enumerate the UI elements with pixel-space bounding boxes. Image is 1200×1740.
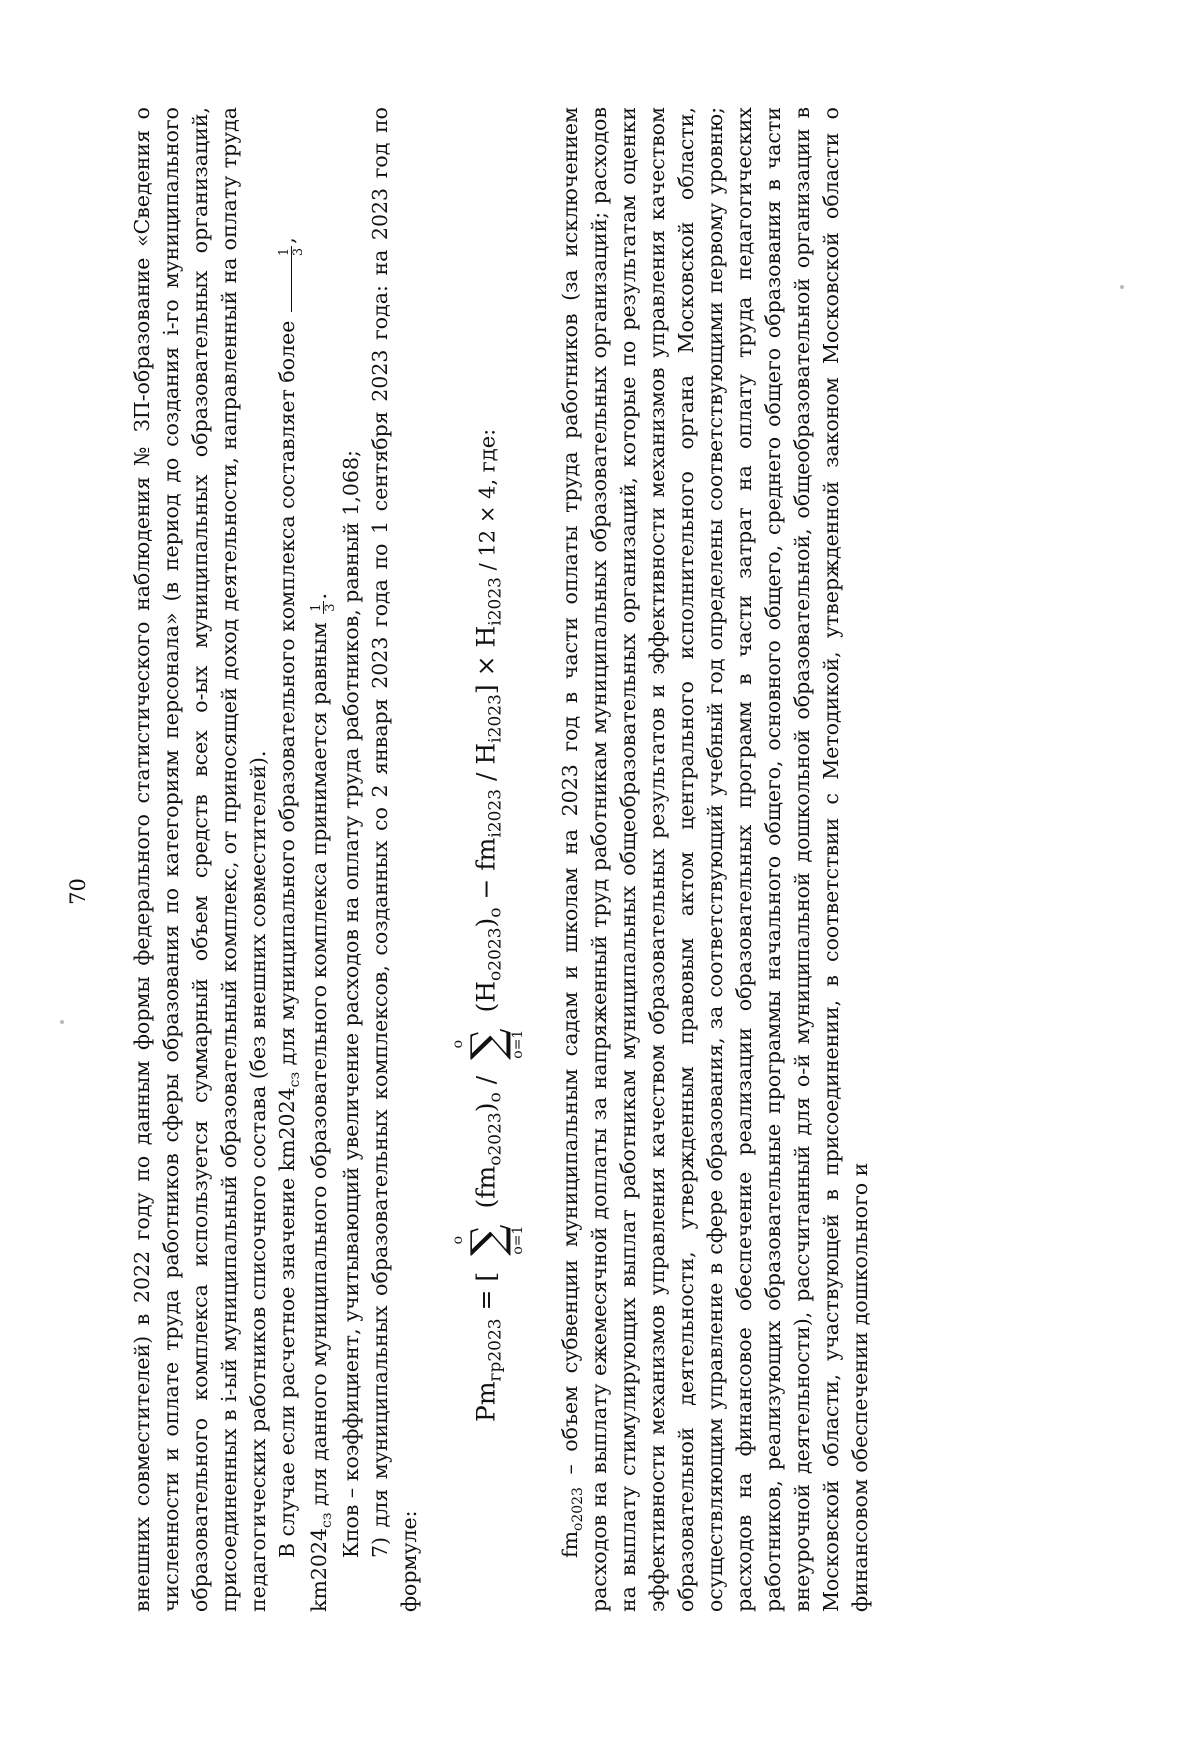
sum-symbol: о ∑ о=1: [450, 1224, 526, 1256]
fraction-one-third: 1 3: [309, 603, 338, 612]
paragraph-km2024-value: $km2024_{сз}$ для данного муниципального образовательного комплекса принимается равным 1 3 .: [307, 592, 338, 1612]
paragraph-item-7: 7) для муниципальных образовательных комплексов, созданных со 2 января 2023 года по 1 сентября 2023 года: на 2023 год по формуле:: [368, 107, 421, 1612]
page-number: 70: [66, 878, 90, 905]
fraction-one-third: 1 3: [278, 246, 305, 312]
paragraph-fm-definition: $fm_{о2023}$ – объем субвенции муниципальным садам и школам на 2023 год в части оплаты труда работников (за исключением расходов на выплату ежемесячной доплаты за напряженный труд работникам муниципальных образовательных организаций; расходов на выплату стимулирующих выплат работникам муниципальных общеобразовательных организаций, которые по результатам оценки эффективности механизмов управления качеством образовательных результатов и эффективности механизмов управления качеством образовательной деятельности, утвержденным правовым актом центрального исполнительного органа Московской области, осуществляющим управление в сфере образования, за соответствующий учебный год определены соответствующими первому уровню; расходов на финансовое обеспечение реализации образовательных программ в части затрат на оплату труда педагогических работников, реализующих образовательные программы начального общего, основного общего, среднего общего образования в части внеурочной деятельности), рассчитанный для о-й муниципальной дошкольной образовательной, общеобразовательной организации в Московской области, участвующей в присоединении, в соответствии с Методикой, утвержденной законом Московской области о финансовом обеспечении дошкольного и: [558, 107, 872, 1612]
paragraph-kpov: Кпов – коэффициент, учитывающий увеличение расходов на оплату труда работников, равный 1,068;: [339, 450, 363, 1558]
paragraph-km2024-condition: В случае если расчетное значение $km2024_{сз}$ для муниципального образовательного комплекса составляет более 1 3 ,: [275, 237, 306, 1558]
rotated-document-body: [66, 107, 1048, 1612]
scan-speck: [1120, 285, 1124, 289]
paragraph-zp-education: внешних совместителей) в 2022 году по данным формы федерального статистического наблюдения № ЗП-образование «Сведения о численности и оплате труда работников сферы образования по категориям персонала» (в период до создания i-го муниципального образовательного комплекса используется суммарный объем средств всех о-ых муниципальных образовательных организаций, присоединенных в i-ый муниципальный образовательный комплекс, от приносящей доход деятельности, направленный на оплату труда педагогических работников списочного состава (без внешних совместителей).: [130, 107, 270, 1612]
formula-pm-gr2023: $Pm_{гр2023}$ = [ о ∑ о=1 $(fm_{о2023})_о$ / о ∑ о=1 $(Н_{о2023})_о - fm_{i2023} / Н_{i2023}] \times Н_{i2023} / 12 \times 4$, где:: [450, 428, 526, 1422]
sum-symbol: о ∑ о=1: [450, 1028, 526, 1060]
